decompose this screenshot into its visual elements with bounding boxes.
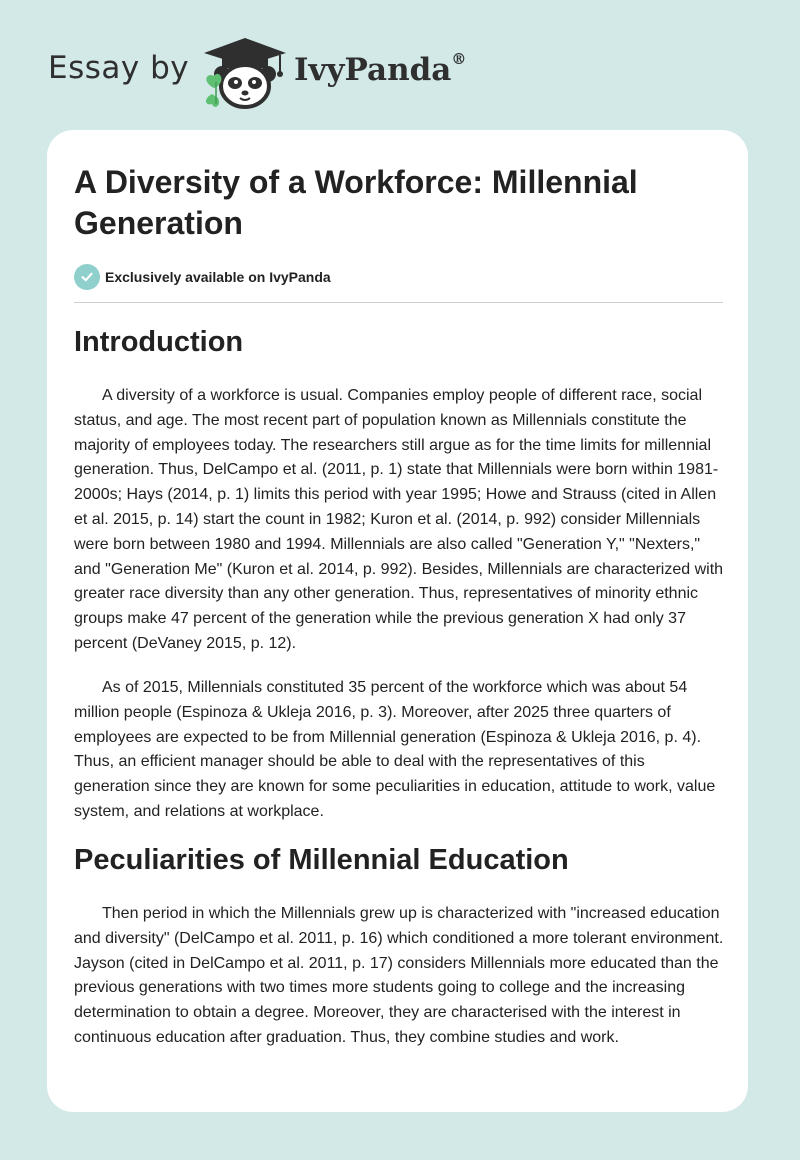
paragraph: Then period in which the Millennials grew up is characterized with "increased education and diversity" (DelCampo et al. 2011, p. 16) which conditioned a more tolerant environment. Jayson (cited in DelCampo et al. 2011, p. 17) considers Millennials more educated than the previous generations with two times more students going to college and the increasing determination to obtain a degree. Moreover, they are characterised with the interest in continuous education after graduation. Thus, they combine studies and work. (74, 905, 724, 1046)
panda-logo-icon[interactable] (200, 36, 290, 110)
site-header (0, 0, 800, 130)
brand-name[interactable] (294, 52, 466, 88)
section-heading-education: Peculiarities of Millennial Education (74, 844, 569, 876)
paragraph: As of 2015, Millennials constituted 35 percent of the workforce which was about 54 million people (Espinoza & Ukleja 2016, p. 3). Moreover, after 2025 three quarters of employees are expected to be from Millennial generation (Espinoza & Ukleja 2016, p. 4). Thus, an efficient manager should be able to deal with the representatives of this generation since they are known for some peculiarities in education, attitude to work, value system, and relations at workplace. (74, 679, 716, 820)
article-card (47, 130, 748, 1112)
section-heading-introduction: Introduction (74, 326, 244, 358)
article-title: A Diversity of a Workforce: Millennial Generation (74, 164, 638, 241)
brand-name-text: IvyPanda (294, 52, 452, 88)
registered-mark: ® (451, 50, 467, 68)
essay-by-label: Essay by (48, 50, 190, 86)
exclusive-badge (74, 264, 331, 290)
badge-label: Exclusively available on IvyPanda (105, 269, 331, 285)
checkmark-icon (74, 264, 100, 290)
divider (74, 302, 723, 303)
paragraph: A diversity of a workforce is usual. Companies employ people of different race, social status, and age. The most recent part of population known as Millennials constitute the majority of employees today. The researchers still argue as for the time limits for millennial generation. Thus, DelCampo et al. (2011, p. 1) state that Millennials were born within 1981-2000s; Hays (2014, p. 1) limits this period with year 1995; Howe and Strauss (cited in Allen et al. 2015, p. 14) start the count in 1982; Kuron et al. (2014, p. 992) consider Millennials were born between 1980 and 1994. Millennials are also called "Generation Y," "Nexters," and "Generation Me" (Kuron et al. 2014, p. 992). Besides, Millennials are characterized with greater race diversity than any other generation. Thus, representatives of minority ethnic groups make 47 percent of the generation while the previous generation X had only 37 percent (DeVaney 2015, p. 12). (74, 387, 724, 652)
